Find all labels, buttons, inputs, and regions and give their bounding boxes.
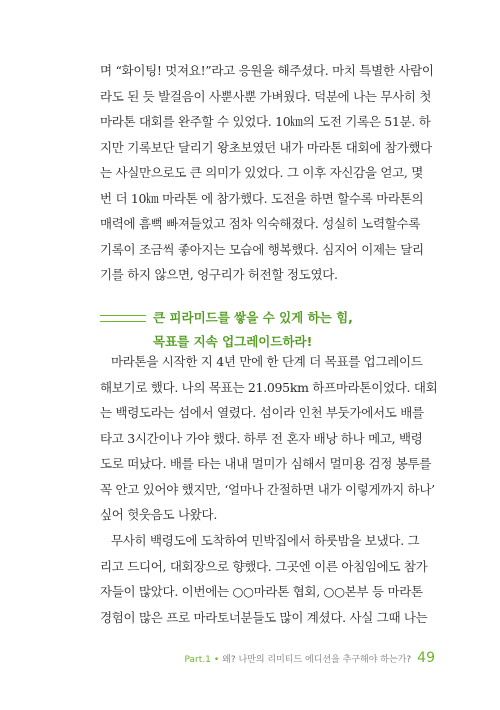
- footer-separator: •: [213, 655, 220, 665]
- heading-line-2: 목표를 지속 업그레이드하라!: [153, 334, 313, 349]
- text-line: 며 “화이팅! 멋져요!”라고 응원을 해주셨다. 마치 특별한 사람이: [100, 63, 434, 78]
- text-line: 기록이 조금씩 좋아지는 모습에 행복했다. 심지어 이제는 달리: [100, 241, 424, 257]
- text-line: 경험이 많은 프로 마라토너분들도 많이 계셨다. 사실 그때 나는: [100, 609, 428, 625]
- text-line: 마라톤을 시작한 지 4년 만에 한 단계 더 목표를 업그레이드: [111, 354, 423, 369]
- heading-double-rule: [100, 315, 146, 322]
- heading-line-1: 큰 피라미드를 쌓을 수 있게 하는 힘,: [153, 310, 353, 325]
- text-line: 매력에 흠뻑 빠져들었고 점차 익숙해졌다. 성실히 노력할수록: [100, 216, 421, 231]
- text-line: 도로 떠났다. 배를 타는 내내 멀미가 심해서 멀미용 검정 봉투를: [100, 456, 432, 471]
- heading-text: [153, 306, 353, 354]
- text-line: 기를 하지 않으면, 엉구리가 허전할 정도였다.: [100, 267, 338, 282]
- paragraph-3: [100, 528, 430, 630]
- paragraph-1: [100, 58, 434, 288]
- text-line: 타고 3시간이나 가야 했다. 하루 전 혼자 배낭 하나 메고, 백령: [100, 430, 423, 446]
- text-line: 꼭 안고 있어야 했지만, ‘얼마나 간절하면 내가 이렇게까지 하나’: [100, 481, 435, 497]
- page-number: 49: [417, 650, 435, 666]
- text-line: 자들이 많았다. 이번에는 ○○마라톤 협회, ○○본부 등 마라톤: [100, 584, 423, 599]
- paragraph-2: [100, 349, 438, 528]
- page-footer: [184, 650, 435, 666]
- text-line: 무사히 백령도에 도착하여 민박집에서 하룻밤을 보냈다. 그: [111, 533, 420, 548]
- text-line: 번 더 10㎞ 마라톤 에 참가했다. 도전을 하면 할수록 마라톤의: [100, 190, 424, 206]
- text-line: 라도 된 듯 발걸음이 사뿐사뿐 가벼웠다. 덕분에 나는 무사히 첫: [100, 88, 432, 104]
- footer-part-label: Part.1: [184, 655, 211, 665]
- text-line: 해보기로 했다. 나의 목표는 21.095km 하프마라톤이었다. 대회: [100, 379, 438, 395]
- footer-chapter-title: 왜? 나만의 리미티드 에디션을 추구해야 하는가?: [222, 655, 412, 665]
- text-line: 지만 기록보단 달리기 왕초보였던 내가 마라톤 대회에 참가했다: [100, 139, 432, 155]
- text-line: 리고 드디어, 대회장으로 향했다. 그곳엔 이른 아침임에도 참가: [100, 558, 428, 574]
- text-line: 싶어 헛웃음도 나왔다.: [100, 507, 217, 522]
- text-line: 마라톤 대회를 완주할 수 있었다. 10㎞의 도전 기록은 51분. 하: [100, 114, 431, 129]
- text-line: 는 사실만으로도 큰 의미가 있었다. 그 이후 자신감을 얻고, 몇: [100, 165, 424, 180]
- text-line: 는 백령도라는 섬에서 열렸다. 섬이라 인천 부둣가에서도 배를: [100, 405, 424, 420]
